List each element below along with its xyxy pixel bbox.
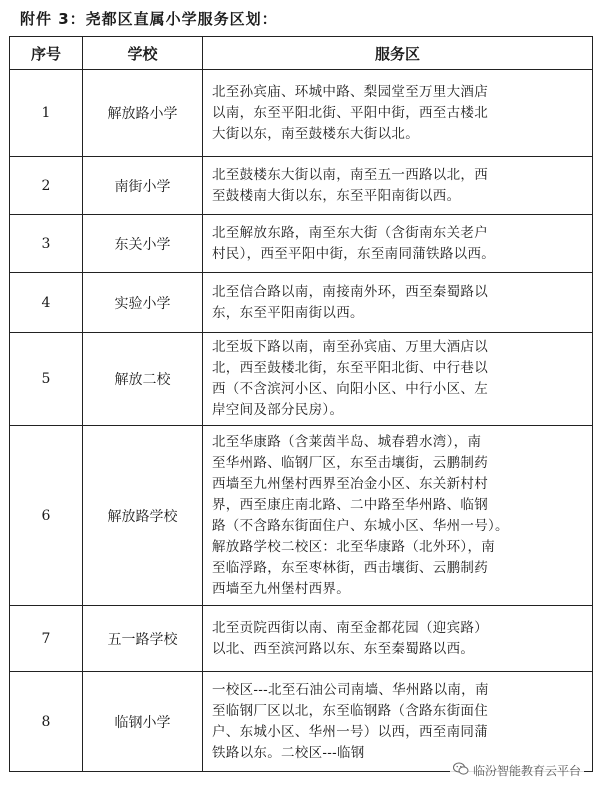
row-index: 6 bbox=[10, 426, 83, 606]
row-area: 北至孙宾庙、环城中路、梨园堂至万里大酒店 以南，东至平阳北街、平阳中街，西至古楼北 大街以东，南至鼓楼东大街以北。 bbox=[203, 70, 593, 157]
watermark-text: 临汾智能教育云平台 bbox=[472, 764, 581, 778]
header-area: 服务区 bbox=[203, 37, 593, 70]
row-school: 解放路小学 bbox=[83, 70, 203, 157]
header-index: 序号 bbox=[10, 37, 83, 70]
row-area: 北至信合路以南，南接南外环，西至秦蜀路以 东，东至平阳南街以西。 bbox=[203, 273, 593, 333]
row-area: 北至坂下路以南，南至孙宾庙、万里大酒店以 北，西至鼓楼北街，东至平阳北街、中行巷以 西（不含滨河小区、向阳小区、中行小区、左 岸空间及部分民房）。 bbox=[203, 333, 593, 426]
table-header-row bbox=[10, 37, 593, 70]
row-school: 东关小学 bbox=[83, 215, 203, 273]
row-index: 4 bbox=[10, 273, 83, 333]
row-school: 南街小学 bbox=[83, 157, 203, 215]
table-row bbox=[10, 215, 593, 273]
row-area: 北至华康路（含莱茵半岛、城春碧水湾），南 至华州路、临钢厂区，东至击壤街，云鹏制药 西墙至九州堡村西界至冶金小区、东关新村村 界，西至康庄南北路、二中路至华州路、临钢 路（不含路东街面住户、东城小区、华州一号）。 解放路学校二校区：北至华康路（北外环），南 至临浮路，东至枣林街，西击壤街、云鹏制药 西墙至九州堡村西界。 bbox=[203, 426, 593, 606]
service-area-table bbox=[9, 36, 593, 772]
row-index: 2 bbox=[10, 157, 83, 215]
row-index: 7 bbox=[10, 606, 83, 672]
table-row bbox=[10, 70, 593, 157]
row-index: 1 bbox=[10, 70, 83, 157]
watermark bbox=[450, 761, 584, 780]
wechat-icon bbox=[453, 762, 469, 779]
table-row bbox=[10, 273, 593, 333]
row-school: 临钢小学 bbox=[83, 672, 203, 772]
table-row bbox=[10, 333, 593, 426]
row-school: 五一路学校 bbox=[83, 606, 203, 672]
page-title: 附件 3：尧都区直属小学服务区划： bbox=[20, 10, 278, 28]
header-school: 学校 bbox=[83, 37, 203, 70]
row-school: 解放二校 bbox=[83, 333, 203, 426]
table-row bbox=[10, 426, 593, 606]
row-area: 北至鼓楼东大街以南，南至五一西路以北，西 至鼓楼南大街以东，东至平阳南街以西。 bbox=[203, 157, 593, 215]
row-school: 解放路学校 bbox=[83, 426, 203, 606]
row-index: 3 bbox=[10, 215, 83, 273]
row-index: 5 bbox=[10, 333, 83, 426]
row-school: 实验小学 bbox=[83, 273, 203, 333]
row-index: 8 bbox=[10, 672, 83, 772]
row-area: 北至贡院西街以南、南至金都花园（迎宾路） 以北、西至滨河路以东、东至秦蜀路以西。 bbox=[203, 606, 593, 672]
table-row bbox=[10, 606, 593, 672]
row-area: 一校区---北至石油公司南墙、华州路以南，南 至临钢厂区以北，东至临钢路（含路东街面住 户、东城小区、华州一号）以西，西至南同蒲 铁路以东。二校区---临钢 bbox=[203, 672, 593, 772]
row-area: 北至解放东路，南至东大街（含街南东关老户 村民），西至平阳中街，东至南同蒲铁路以西。 bbox=[203, 215, 593, 273]
table-row bbox=[10, 672, 593, 772]
table-row bbox=[10, 157, 593, 215]
